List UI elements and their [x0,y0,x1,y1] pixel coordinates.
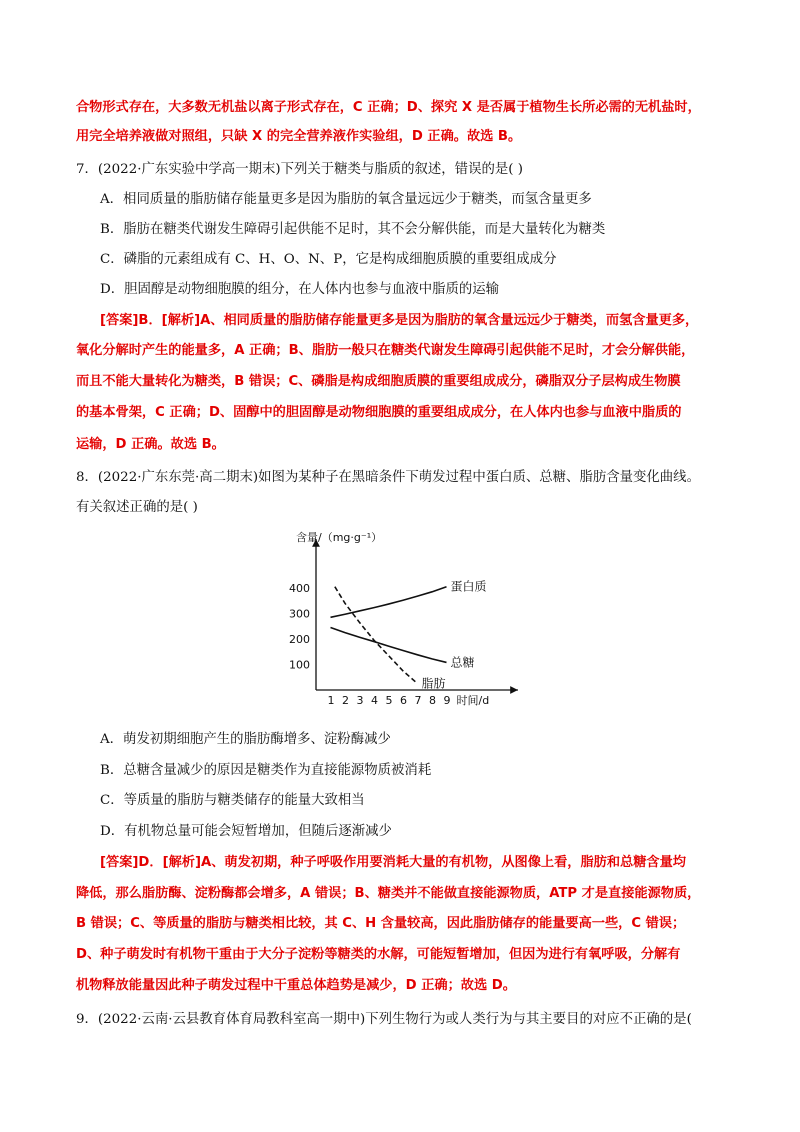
y-tick-label-1: 200 [289,633,310,646]
y-tick-label-0: 100 [289,658,310,672]
q8-option-b: B．总糖含量减少的原因是糖类作为直接能源物质被消耗 [100,763,432,778]
q8-answer-line-1: [答案]D．[解析]A、萌发初期，种子呼吸作用要消耗大量的有机物，从图像上看，脂肪和总糖含量均 [100,855,686,870]
q8-answer-line-2: 降低，那么脂肪酶、淀粉酶都会增多，A 错误；B、糖类并不能做直接能源物质，ATP 才是直接能源物质， [76,886,701,901]
x-tick-label-3: 4 [371,694,378,707]
x-tick-label-1: 2 [342,694,349,707]
x-tick-label-7: 8 [429,694,436,707]
q7-option-a: A．相同质量的脂肪储存能量更多是因为脂肪的氧含量远远少于糖类，而氢含量更多 [100,192,592,207]
y-tick-label-3: 400 [289,582,310,595]
x-tick-label-8: 9 [443,694,451,707]
x-tick-label-4: 5 [385,694,393,707]
q8-answer-line-4: D、种子萌发时有机物干重由于大分子淀粉等糖类的水解，可能短暂增加，但因为进行有氧呼吸，分解有 [76,947,681,962]
q8-option-a: A．萌发初期细胞产生的脂肪酶增多、淀粉酶减少 [100,732,391,747]
x-tick-label-2: 3 [356,694,364,707]
series-line-0 [331,587,447,618]
q8-answer-line-5: 机物释放能量因此种子萌发过程中干重总体趋势是减少，D 正确；故选 D。 [76,978,516,993]
q7-stem: 7．(2022·广东实验中学高一期末)下列关于糖类与脂质的叙述，错误的是( ) [76,162,523,177]
q7-answer-line-2: 氧化分解时产生的能量多，A 正确；B、脂肪一般只在糖类代谢发生障碍引起供能不足时，才会分解供能， [76,343,695,358]
content-chart [286,525,536,710]
q7-answer-line-1: [答案]B．[解析]A、相同质量的脂肪储存能量更多是因为脂肪的氧含量远远少于糖类，而氢含量更多， [100,313,699,328]
q8-answer-line-3: B 错误；C、等质量的脂肪与糖类相比较，其 C、H 含量较高，因此脂肪储存的能量要高一些，C 错误； [76,916,686,931]
q7-option-b: B．脂肪在糖类代谢发生障碍引起供能不足时，其不会分解供能，而是大量转化为糖类 [100,222,606,237]
q7-option-d: D．胆固醇是动物细胞膜的组分，在人体内也参与血液中脂质的运输 [100,282,500,297]
q7-answer-line-5: 运输，D 正确。故选 B。 [76,437,225,452]
x-tick-label-5: 6 [400,694,407,707]
series-label-0: 蛋白质 [450,579,487,594]
prev-answer-line-2: 用完全培养液做对照组，只缺 X 的完全营养液作实验组，D 正确。故选 B。 [76,129,522,144]
prev-answer-line-1: 合物形式存在，大多数无机盐以离子形式存在，C 正确；D、探究 X 是否属于植物生长所必需的无机盐时， [76,100,701,115]
y-axis-title: 含量/（mg·g⁻¹） [296,531,383,544]
q7-answer-line-4: 的基本骨架，C 正确；D、固醇中的胆固醇是动物细胞膜的重要组成成分，在人体内也参与血液中脂质的 [76,405,682,420]
q8-stem-line-2: 有关叙述正确的是( ) [76,500,198,515]
x-tick-label-0: 1 [327,694,335,707]
q8-option-d: D．有机物总量可能会短暂增加，但随后逐渐减少 [100,824,392,839]
series-line-2 [335,587,418,684]
series-label-2: 脂肪 [421,676,446,691]
q8-option-c: C．等质量的脂肪与糖类储存的能量大致相当 [100,793,365,808]
x-tick-label-6: 7 [414,694,422,707]
q9-stem: 9．(2022·云南·云县教育体育局教科室高一期中)下列生物行为或人类行为与其主要目的对应不正确的是( [76,1012,692,1027]
q7-option-c: C．磷脂的元素组成有 C、H、O、N、P，它是构成细胞质膜的重要组成成分 [100,252,557,267]
x-axis-title: 时间/d [456,694,490,707]
q8-stem-line-1: 8．(2022·广东东莞·高二期末)如图为某种子在黑暗条件下萌发过程中蛋白质、总糖、脂肪含量变化曲线。 [76,470,700,485]
q7-answer-line-3: 而且不能大量转化为糖类，B 错误；C、磷脂是构成细胞质膜的重要组成成分，磷脂双分子层构成生物膜 [76,374,681,389]
y-tick-label-2: 300 [289,607,310,621]
series-line-1 [331,628,447,663]
series-label-1: 总糖 [450,655,475,670]
